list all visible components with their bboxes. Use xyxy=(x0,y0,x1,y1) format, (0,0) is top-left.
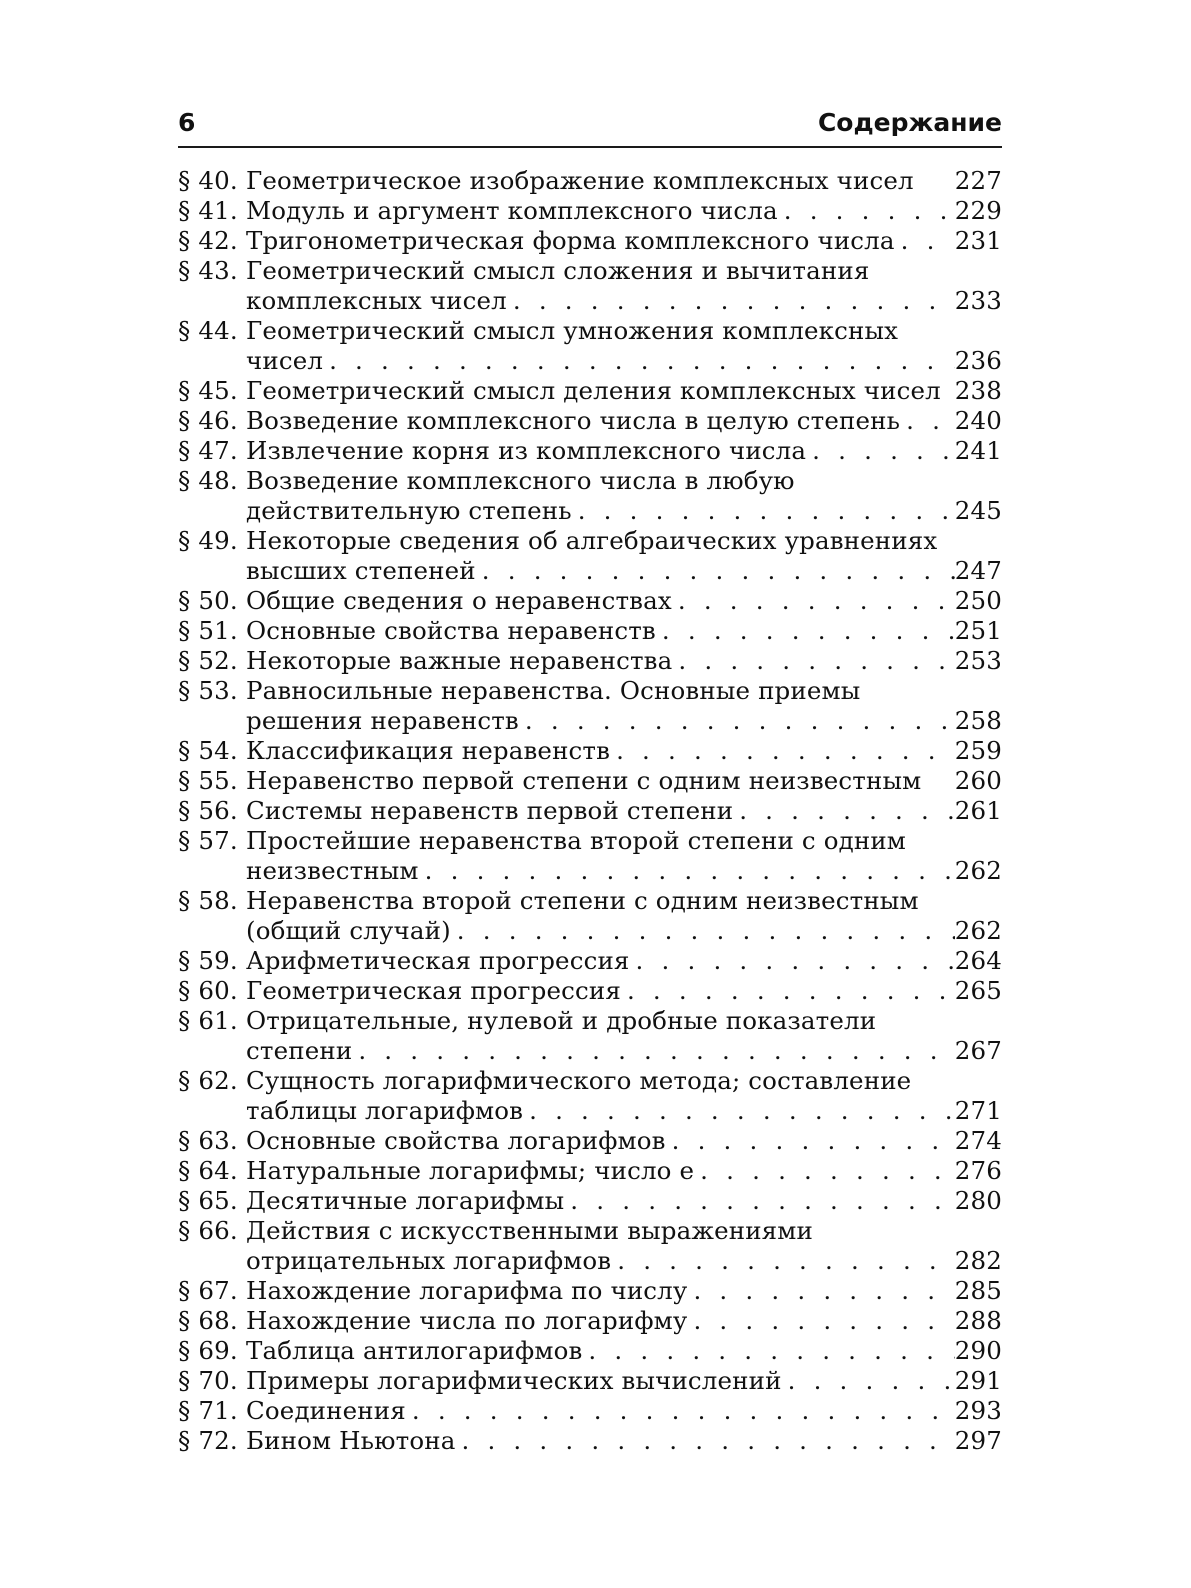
page-ref: 258 xyxy=(954,706,1002,735)
entry-title xyxy=(246,1186,1002,1216)
entry-title-line: Отрицательные, нулевой и дробные показатели xyxy=(246,1006,877,1035)
entry-title-line: Общие сведения о неравенствах xyxy=(246,586,672,615)
section-number: § 59. xyxy=(178,946,238,975)
page-ref: 262 xyxy=(954,856,1002,885)
section-number: § 69. xyxy=(178,1336,238,1365)
page-ref: 233 xyxy=(954,286,1002,315)
toc-entry xyxy=(178,946,1002,976)
toc-entry xyxy=(178,1216,1002,1276)
page-ref: 253 xyxy=(954,646,1002,675)
dot-leader xyxy=(666,1126,955,1156)
toc-entry xyxy=(178,1156,1002,1186)
entry-title xyxy=(246,946,1002,976)
entry-title xyxy=(246,826,1002,886)
entry-title-line: Классификация неравенств xyxy=(246,736,611,765)
toc-entry xyxy=(178,1186,1002,1216)
entry-last-line xyxy=(246,1366,1002,1396)
section-number: § 48. xyxy=(178,466,238,495)
entry-last-line xyxy=(246,496,1002,526)
page-ref: 227 xyxy=(954,166,1002,195)
entry-last-line xyxy=(246,196,1002,226)
dot-leader xyxy=(782,1366,955,1396)
entry-title xyxy=(246,376,1002,406)
section-number: § 42. xyxy=(178,226,238,255)
entry-title-line: степени xyxy=(246,1036,353,1065)
section-number: § 49. xyxy=(178,526,238,555)
dot-leader xyxy=(455,1426,954,1456)
toc-entry xyxy=(178,376,1002,406)
dot-leader xyxy=(621,976,955,1006)
entry-last-line xyxy=(246,916,1002,946)
entry-title xyxy=(246,1006,1002,1066)
entry-last-line xyxy=(246,166,1002,196)
entry-title xyxy=(246,676,1002,736)
entry-title-line: Геометрический смысл умножения комплексных xyxy=(246,316,899,345)
entry-title-line: Нахождение числа по логарифму xyxy=(246,1306,688,1335)
dot-leader xyxy=(419,856,955,886)
dot-leader xyxy=(806,436,955,466)
page-ref: 251 xyxy=(954,616,1002,645)
section-number: § 56. xyxy=(178,796,238,825)
entry-last-line xyxy=(246,646,1002,676)
entry-title-line: Соединения xyxy=(246,1396,406,1425)
entry-title-line: Бином Ньютона xyxy=(246,1426,456,1455)
section-number: § 41. xyxy=(178,196,238,225)
section-number: § 61. xyxy=(178,1006,238,1035)
entry-title xyxy=(246,466,1002,526)
dot-leader xyxy=(519,706,955,736)
entry-title-line: Действия с искусственными выражениями xyxy=(246,1216,813,1245)
entry-title xyxy=(246,796,1002,826)
entry-title-line: Натуральные логарифмы; число e xyxy=(246,1156,695,1185)
toc-entry xyxy=(178,736,1002,766)
dot-leader xyxy=(672,586,955,616)
dot-leader xyxy=(687,1276,954,1306)
entry-last-line xyxy=(246,376,1002,406)
entry-title-line: Нахождение логарифма по числу xyxy=(246,1276,688,1305)
page-ref: 274 xyxy=(954,1126,1002,1155)
entry-title xyxy=(246,1276,1002,1306)
entry-title xyxy=(246,196,1002,226)
page-ref: 241 xyxy=(954,436,1002,465)
entry-last-line xyxy=(246,1396,1002,1426)
entry-title xyxy=(246,1066,1002,1126)
page-ref: 236 xyxy=(954,346,1002,375)
entry-title-line: решения неравенств xyxy=(246,706,519,735)
toc-entry xyxy=(178,316,1002,376)
section-number: § 52. xyxy=(178,646,238,675)
toc-entry xyxy=(178,1396,1002,1426)
section-number: § 68. xyxy=(178,1306,238,1335)
entry-title xyxy=(246,646,1002,676)
page-ref: 290 xyxy=(954,1336,1002,1365)
entry-title-line: Сущность логарифмического метода; составление xyxy=(246,1066,912,1095)
page-ref: 264 xyxy=(954,946,1002,975)
toc-entry xyxy=(178,256,1002,316)
running-title: Содержание xyxy=(817,108,1002,137)
section-number: § 60. xyxy=(178,976,238,1005)
dot-leader xyxy=(694,1156,955,1186)
toc-entry xyxy=(178,976,1002,1006)
section-number: § 54. xyxy=(178,736,238,765)
page-ref: 288 xyxy=(954,1306,1002,1335)
section-number: § 70. xyxy=(178,1366,238,1395)
entry-title-line: Арифметическая прогрессия xyxy=(246,946,630,975)
dot-leader xyxy=(572,496,955,526)
page-ref: 271 xyxy=(954,1096,1002,1125)
dot-leader xyxy=(630,946,955,976)
dot-leader xyxy=(900,406,955,436)
entry-last-line xyxy=(246,796,1002,826)
entry-last-line xyxy=(246,976,1002,1006)
entry-title-line: Равносильные неравенства. Основные приемы xyxy=(246,676,861,705)
entry-title-line: чисел xyxy=(246,346,324,375)
section-number: § 43. xyxy=(178,256,238,285)
entry-title xyxy=(246,766,1002,796)
entry-title-line: Некоторые важные неравенства xyxy=(246,646,673,675)
toc-entry xyxy=(178,1066,1002,1126)
entry-title-line: отрицательных логарифмов xyxy=(246,1246,612,1275)
entry-title xyxy=(246,886,1002,946)
entry-title xyxy=(246,1126,1002,1156)
section-number: § 58. xyxy=(178,886,238,915)
entry-title-line: таблицы логарифмов xyxy=(246,1096,524,1125)
section-number: § 40. xyxy=(178,166,238,195)
entry-title-line: Основные свойства неравенств xyxy=(246,616,656,645)
entry-last-line xyxy=(246,766,1002,796)
entry-title xyxy=(246,616,1002,646)
entry-title-line: Геометрическое изображение комплексных чисел xyxy=(246,166,914,195)
entry-title xyxy=(246,1366,1002,1396)
page-ref: 293 xyxy=(954,1396,1002,1425)
section-number: § 65. xyxy=(178,1186,238,1215)
page-ref: 276 xyxy=(954,1156,1002,1185)
entry-title xyxy=(246,976,1002,1006)
entry-title-line: Таблица антилогарифмов xyxy=(246,1336,583,1365)
toc-entry xyxy=(178,1276,1002,1306)
toc-entry xyxy=(178,406,1002,436)
toc-entry xyxy=(178,166,1002,196)
entry-last-line xyxy=(246,556,1002,586)
dot-leader xyxy=(507,286,955,316)
entry-last-line xyxy=(246,286,1002,316)
entry-last-line xyxy=(246,736,1002,766)
entry-title-line: Примеры логарифмических вычислений xyxy=(246,1366,782,1395)
entry-title xyxy=(246,526,1002,586)
entry-title xyxy=(246,1336,1002,1366)
page-ref: 238 xyxy=(954,376,1002,405)
entry-last-line xyxy=(246,706,1002,736)
entry-title xyxy=(246,226,1002,256)
entry-title xyxy=(246,316,1002,376)
page-ref: 245 xyxy=(954,496,1002,525)
dot-leader xyxy=(523,1096,955,1126)
dot-leader xyxy=(656,616,955,646)
entry-title xyxy=(246,436,1002,466)
dot-leader xyxy=(352,1036,954,1066)
entry-title xyxy=(246,1396,1002,1426)
page-ref: 229 xyxy=(954,196,1002,225)
section-number: § 45. xyxy=(178,376,238,405)
entry-title xyxy=(246,406,1002,436)
dot-leader xyxy=(733,796,955,826)
section-number: § 63. xyxy=(178,1126,238,1155)
page-ref: 247 xyxy=(954,556,1002,585)
entry-last-line xyxy=(246,1336,1002,1366)
toc-entry xyxy=(178,466,1002,526)
entry-title-line: действительную степень xyxy=(246,496,572,525)
entry-title-line: Модуль и аргумент комплексного числа xyxy=(246,196,778,225)
entry-title-line: Простейшие неравенства второй степени с одним xyxy=(246,826,907,855)
dot-leader xyxy=(895,226,955,256)
dot-leader xyxy=(611,1246,955,1276)
entry-title-line: неизвестным xyxy=(246,856,419,885)
page-ref: 250 xyxy=(954,586,1002,615)
toc-entry xyxy=(178,526,1002,586)
page-ref: 240 xyxy=(954,406,1002,435)
entry-title-line: комплексных чисел xyxy=(246,286,507,315)
section-number: § 72. xyxy=(178,1426,238,1455)
entry-last-line xyxy=(246,1186,1002,1216)
section-number: § 55. xyxy=(178,766,238,795)
page-ref: 282 xyxy=(954,1246,1002,1275)
entry-title-line: Геометрический смысл сложения и вычитания xyxy=(246,256,870,285)
entry-last-line xyxy=(246,346,1002,376)
dot-leader xyxy=(564,1186,954,1216)
entry-title-line: Десятичные логарифмы xyxy=(246,1186,565,1215)
entry-last-line xyxy=(246,946,1002,976)
section-number: § 44. xyxy=(178,316,238,345)
entry-last-line xyxy=(246,586,1002,616)
entry-last-line xyxy=(246,856,1002,886)
toc-entry xyxy=(178,1366,1002,1396)
entry-title-line: Извлечение корня из комплексного числа xyxy=(246,436,807,465)
dot-leader xyxy=(610,736,955,766)
entry-last-line xyxy=(246,1126,1002,1156)
entry-title-line: Системы неравенств первой степени xyxy=(246,796,734,825)
section-number: § 47. xyxy=(178,436,238,465)
entry-title xyxy=(246,1306,1002,1336)
toc-entry xyxy=(178,1426,1002,1456)
dot-leader xyxy=(451,916,955,946)
entry-title-line: Некоторые сведения об алгебраических уравнениях xyxy=(246,526,938,555)
section-number: § 51. xyxy=(178,616,238,645)
entry-title-line: (общий случай) xyxy=(246,916,451,945)
toc-entry xyxy=(178,646,1002,676)
entry-last-line xyxy=(246,226,1002,256)
entry-last-line xyxy=(246,1156,1002,1186)
page-ref: 267 xyxy=(954,1036,1002,1065)
page-ref: 291 xyxy=(954,1366,1002,1395)
entry-title-line: Геометрическая прогрессия xyxy=(246,976,621,1005)
toc-entry xyxy=(178,196,1002,226)
toc-entry xyxy=(178,826,1002,886)
section-number: § 50. xyxy=(178,586,238,615)
entry-title-line: Неравенство первой степени с одним неизвестным xyxy=(246,766,922,795)
section-number: § 53. xyxy=(178,676,238,705)
entry-last-line xyxy=(246,1306,1002,1336)
page-ref: 297 xyxy=(954,1426,1002,1455)
dot-leader xyxy=(323,346,955,376)
dot-leader xyxy=(672,646,954,676)
section-number: § 67. xyxy=(178,1276,238,1305)
page-ref: 231 xyxy=(954,226,1002,255)
dot-leader xyxy=(687,1306,954,1336)
toc-entry xyxy=(178,796,1002,826)
section-number: § 62. xyxy=(178,1066,238,1095)
entry-title xyxy=(246,1426,1002,1456)
dot-leader xyxy=(406,1396,955,1426)
entry-title xyxy=(246,1216,1002,1276)
toc-entry xyxy=(178,886,1002,946)
page-header xyxy=(178,104,1002,148)
entry-last-line xyxy=(246,1276,1002,1306)
entry-title-line: Возведение комплексного числа в целую степень xyxy=(246,406,901,435)
page-ref: 259 xyxy=(954,736,1002,765)
toc-entry xyxy=(178,1306,1002,1336)
entry-title-line: Неравенства второй степени с одним неизвестным xyxy=(246,886,919,915)
section-number: § 71. xyxy=(178,1396,238,1425)
entry-title-line: Тригонометрическая форма комплексного числа xyxy=(246,226,895,255)
page-ref: 262 xyxy=(954,916,1002,945)
dot-leader xyxy=(582,1336,954,1366)
section-number: § 66. xyxy=(178,1216,238,1245)
entry-last-line xyxy=(246,1096,1002,1126)
toc-entry xyxy=(178,616,1002,646)
entry-title-line: Возведение комплексного числа в любую xyxy=(246,466,795,495)
page-number: 6 xyxy=(178,108,196,137)
toc-entry xyxy=(178,1126,1002,1156)
page-ref: 261 xyxy=(954,796,1002,825)
toc-entry xyxy=(178,676,1002,736)
entry-title xyxy=(246,1156,1002,1186)
entry-title-line: Геометрический смысл деления комплексных чисел xyxy=(246,376,941,405)
table-of-contents xyxy=(178,166,1002,1456)
section-number: § 57. xyxy=(178,826,238,855)
entry-last-line xyxy=(246,436,1002,466)
entry-title xyxy=(246,256,1002,316)
entry-last-line xyxy=(246,1426,1002,1456)
toc-entry xyxy=(178,1006,1002,1066)
page-ref: 260 xyxy=(954,766,1002,795)
toc-entry xyxy=(178,436,1002,466)
section-number: § 64. xyxy=(178,1156,238,1185)
dot-leader xyxy=(778,196,955,226)
entry-last-line xyxy=(246,1036,1002,1066)
page-ref: 285 xyxy=(954,1276,1002,1305)
entry-title xyxy=(246,166,1002,196)
toc-entry xyxy=(178,1336,1002,1366)
toc-entry xyxy=(178,226,1002,256)
entry-title xyxy=(246,586,1002,616)
entry-last-line xyxy=(246,616,1002,646)
dot-leader xyxy=(476,556,955,586)
toc-entry xyxy=(178,586,1002,616)
page-ref: 280 xyxy=(954,1186,1002,1215)
section-number: § 46. xyxy=(178,406,238,435)
page-ref: 265 xyxy=(954,976,1002,1005)
entry-last-line xyxy=(246,406,1002,436)
entry-title xyxy=(246,736,1002,766)
entry-title-line: Основные свойства логарифмов xyxy=(246,1126,666,1155)
entry-title-line: высших степеней xyxy=(246,556,476,585)
toc-entry xyxy=(178,766,1002,796)
entry-last-line xyxy=(246,1246,1002,1276)
